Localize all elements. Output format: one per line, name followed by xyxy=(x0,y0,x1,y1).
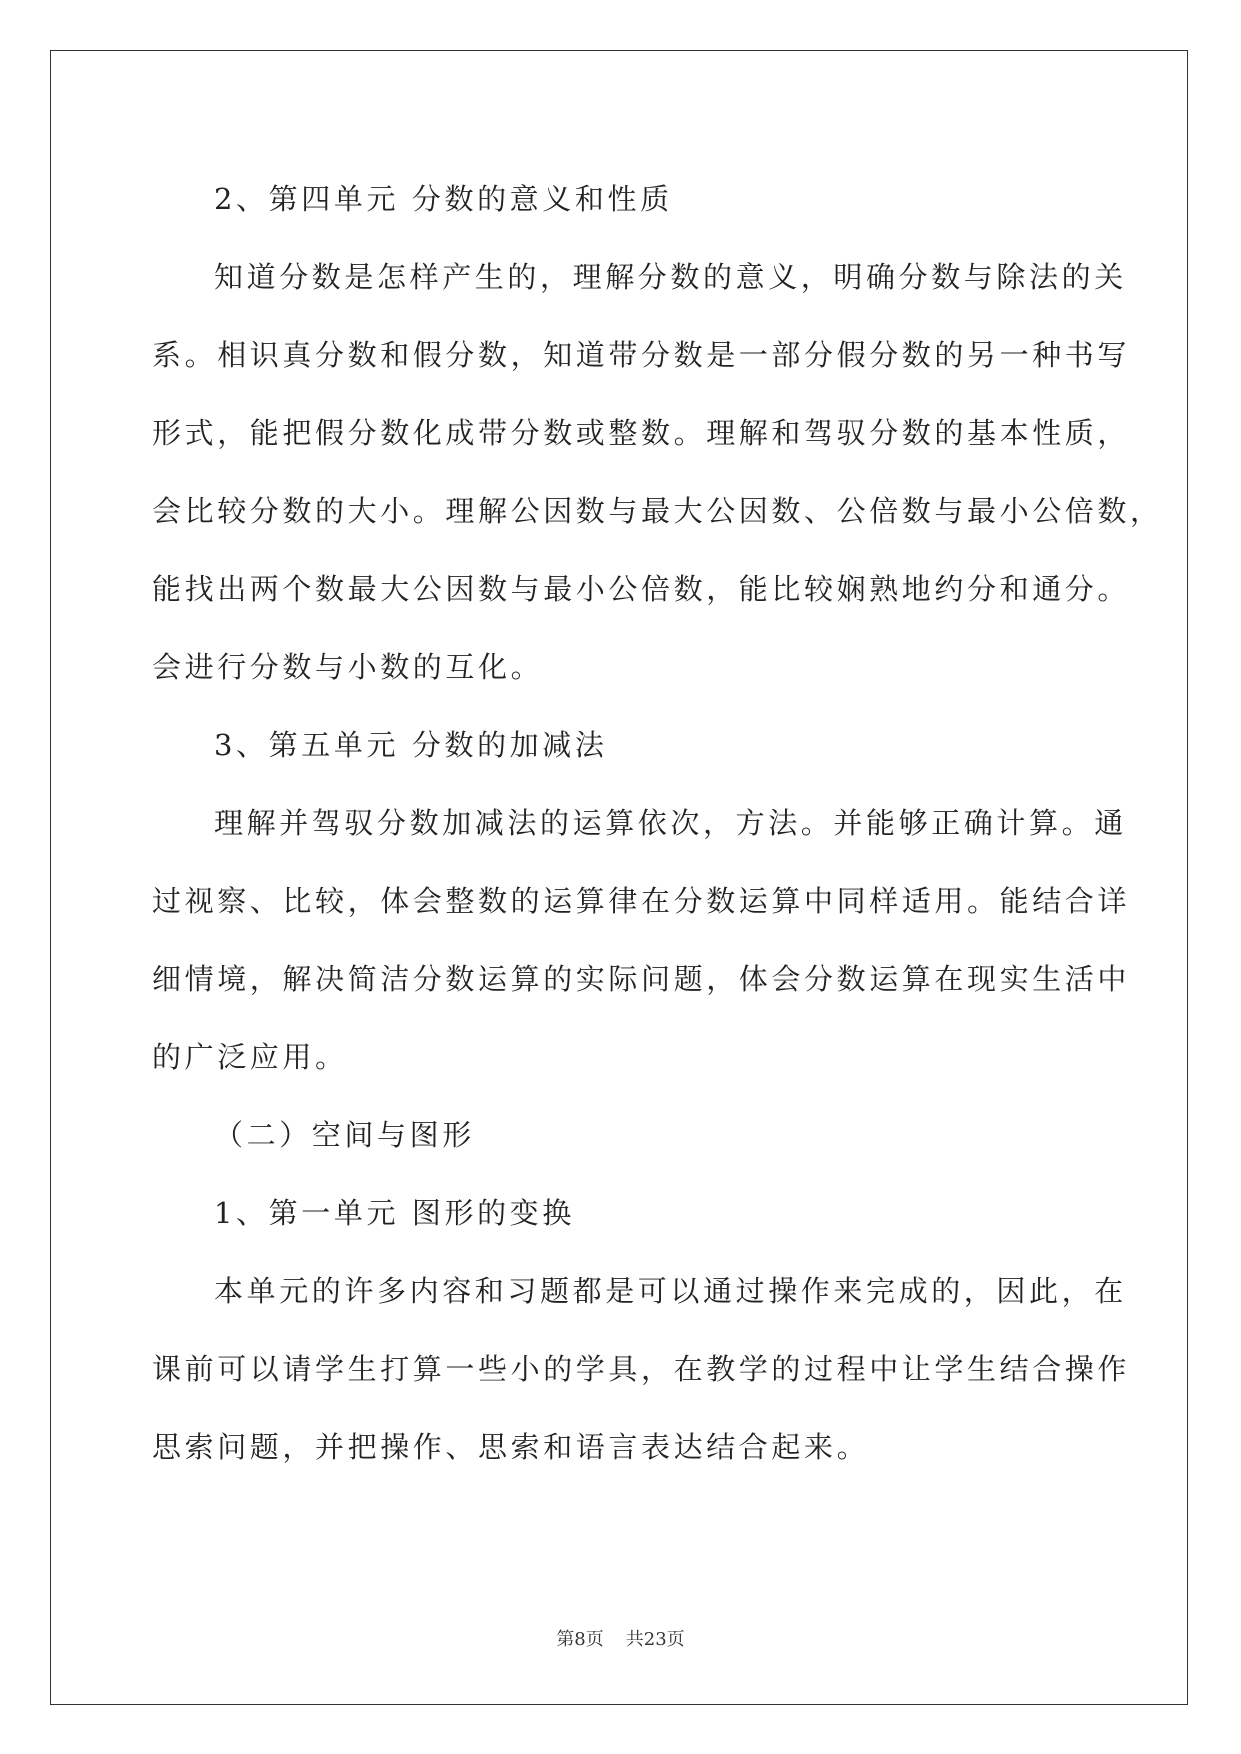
section-heading-space-and-shapes: （二）空间与图形 xyxy=(214,1118,475,1152)
heading-unit-5: 3、第五单元 分数的加减法 xyxy=(214,728,608,762)
paragraph-line: 过视察、比较，体会整数的运算律在分数运算中同样适用。能结合详 xyxy=(152,884,1131,918)
page-footer xyxy=(0,1625,1241,1651)
paragraph-line: 系。相识真分数和假分数，知道带分数是一部分假分数的另一种书写 xyxy=(152,338,1131,372)
total-page-count: 共23页 xyxy=(625,1629,685,1650)
paragraph-line: 本单元的许多内容和习题都是可以通过操作来完成的，因此，在 xyxy=(214,1274,1127,1308)
document-body xyxy=(152,160,1163,1486)
paragraph-line: 思索问题，并把操作、思索和语言表达结合起来。 xyxy=(152,1430,870,1464)
paragraph-line: 能找出两个数最大公因数与最小公倍数，能比较娴熟地约分和通分。 xyxy=(152,572,1131,606)
paragraph-line: 形式，能把假分数化成带分数或整数。理解和驾驭分数的基本性质， xyxy=(152,416,1131,450)
heading-unit-1: 1、第一单元 图形的变换 xyxy=(214,1196,575,1230)
heading-unit-4: 2、第四单元 分数的意义和性质 xyxy=(214,182,673,216)
paragraph-line: 课前可以请学生打算一些小的学具，在教学的过程中让学生结合操作 xyxy=(152,1352,1131,1386)
paragraph-line: 会比较分数的大小。理解公因数与最大公因数、公倍数与最小公倍数， xyxy=(152,494,1163,528)
paragraph-line: 细情境，解决简洁分数运算的实际问题，体会分数运算在现实生活中 xyxy=(152,962,1131,996)
paragraph-line: 会进行分数与小数的互化。 xyxy=(152,650,544,684)
paragraph-line: 知道分数是怎样产生的，理解分数的意义，明确分数与除法的关 xyxy=(214,260,1127,294)
paragraph-line: 理解并驾驭分数加减法的运算依次，方法。并能够正确计算。通 xyxy=(214,806,1127,840)
current-page-number: 第8页 xyxy=(556,1629,604,1650)
paragraph-line: 的广泛应用。 xyxy=(152,1040,348,1074)
